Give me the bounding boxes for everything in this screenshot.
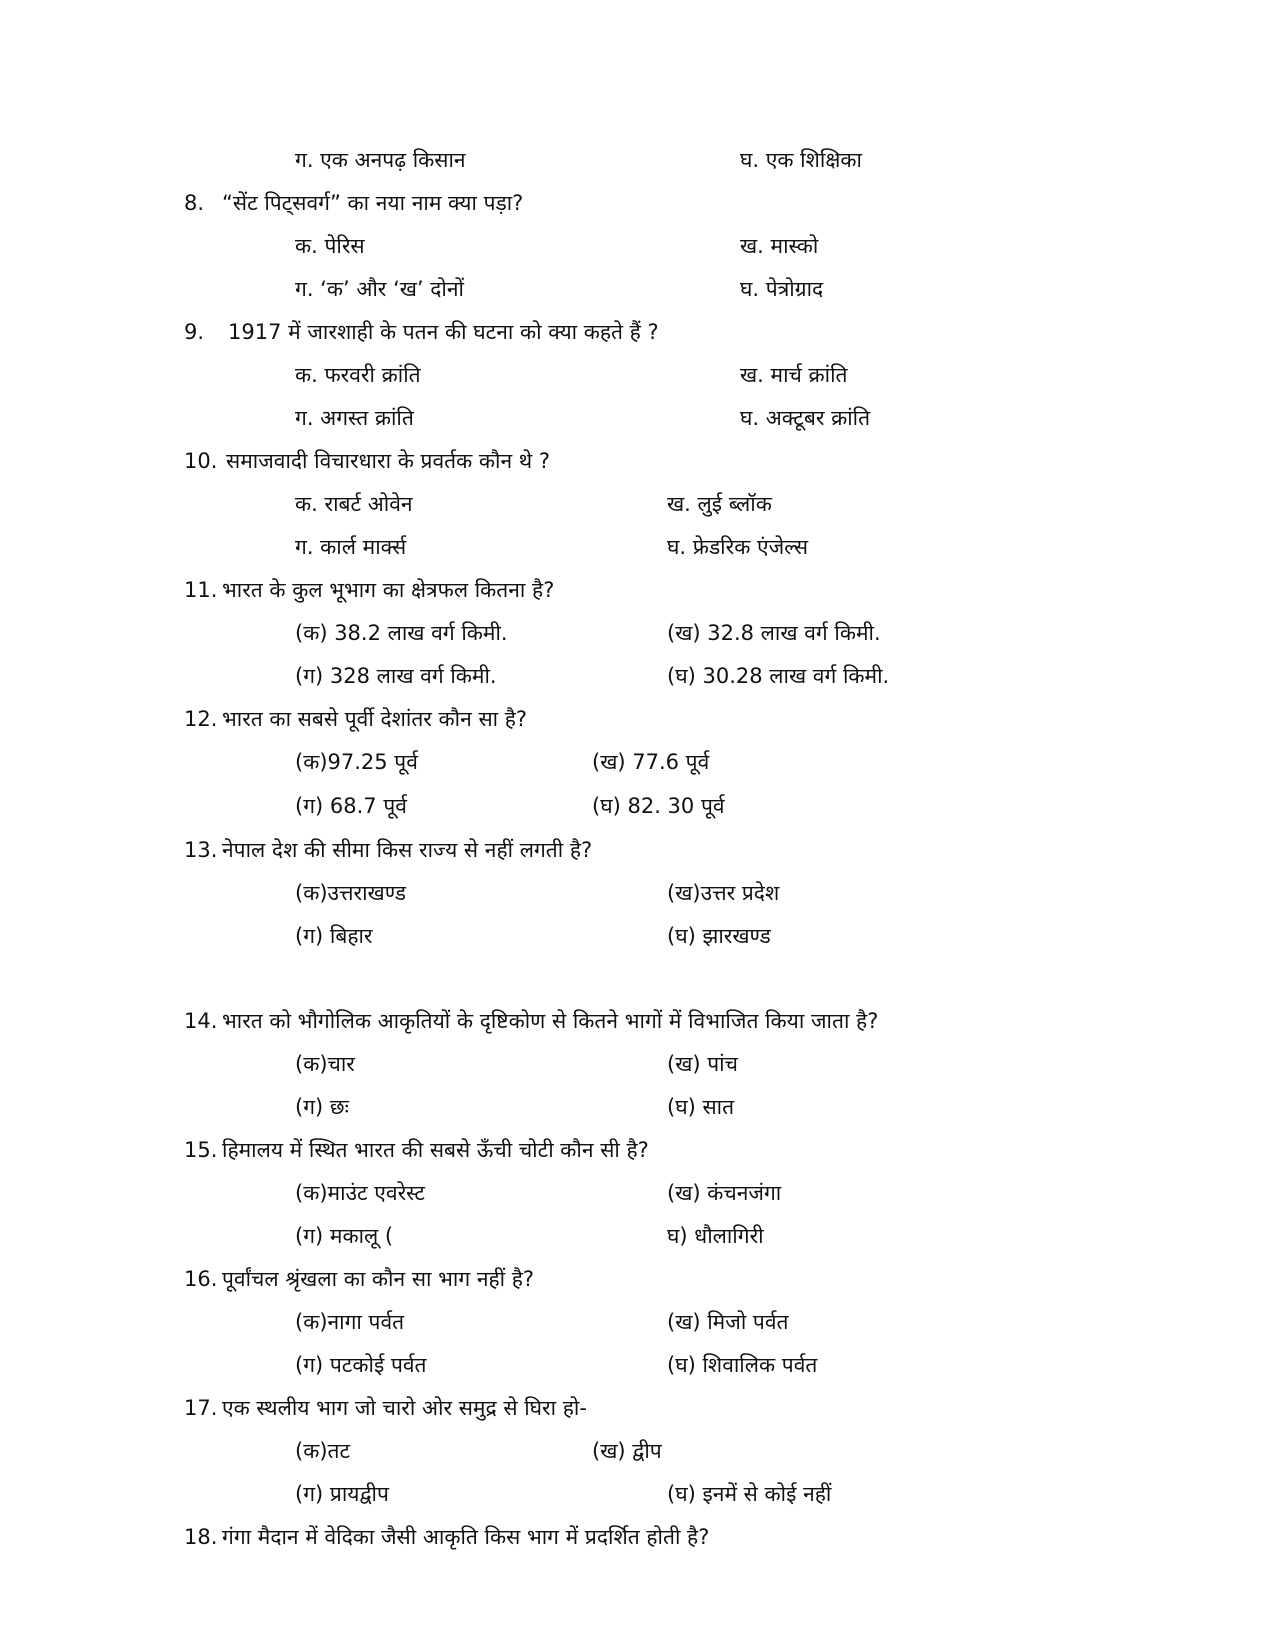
option-gha: (घ) झारखण्ड	[667, 924, 771, 948]
option-ga: (ग) पटकोई पर्वत	[295, 1353, 427, 1377]
question-number: 13.	[184, 838, 218, 862]
option-gha: घ. फ्रेडरिक एंजेल्स	[667, 535, 809, 559]
option-ga: (ग) बिहार	[295, 924, 373, 948]
option-gha: घ. पेत्रोग्राद	[740, 277, 824, 301]
option-kha: (ख) मिजो पर्वत	[667, 1310, 789, 1334]
option-ga: (ग) मकालू (	[295, 1224, 394, 1248]
question-number: 9.	[184, 320, 205, 344]
option-kha: (ख)उत्तर प्रदेश	[667, 881, 780, 905]
question-number: 14.	[184, 1009, 218, 1033]
question-text: भारत के कुल भूभाग का क्षेत्रफल कितना है?	[222, 578, 555, 602]
option-gha: (घ) शिवालिक पर्वत	[667, 1353, 818, 1377]
question-number: 15.	[184, 1138, 218, 1162]
question-text: समाजवादी विचारधारा के प्रवर्तक कौन थे ?	[226, 449, 551, 473]
option-kha: ख. मार्च क्रांति	[740, 363, 848, 387]
question-number: 16.	[184, 1267, 218, 1291]
question-text: हिमालय में स्थित भारत की सबसे ऊँची चोटी कौन सी है?	[222, 1138, 649, 1162]
option-ka: (क)तट	[295, 1439, 351, 1463]
option-kha: (ख) 32.8 लाख वर्ग किमी.	[667, 621, 881, 645]
option-ka: क. फरवरी क्रांति	[295, 363, 421, 387]
question-text: पूर्वांचल श्रृंखला का कौन सा भाग नहीं है?	[222, 1267, 535, 1291]
question-text: नेपाल देश की सीमा किस राज्य से नहीं लगती है?	[222, 838, 593, 862]
option-gha: (घ) 30.28 लाख वर्ग किमी.	[667, 664, 890, 688]
question-number: 18.	[184, 1525, 218, 1549]
option-kha: ख. लुई ब्लॉक	[667, 492, 772, 516]
question-text: भारत को भौगोलिक आकृतियों के दृष्टिकोण से कितने भागों में विभाजित किया जाता है?	[222, 1009, 879, 1033]
option-ka: (क)उत्तराखण्ड	[295, 881, 406, 905]
option-ga: (ग) प्रायद्वीप	[295, 1482, 389, 1506]
option-kha: (ख) द्वीप	[592, 1439, 662, 1463]
question-number: 12.	[184, 707, 218, 731]
question-text: “सेंट पिट्सवर्ग” का नया नाम क्या पड़ा?	[222, 191, 524, 215]
option-ka: (क) 38.2 लाख वर्ग किमी.	[295, 621, 508, 645]
question-text: एक स्थलीय भाग जो चारो ओर समुद्र से घिरा हो-	[222, 1396, 587, 1420]
option-ga: ग. अगस्त क्रांति	[295, 406, 414, 430]
option-ka: (क)नागा पर्वत	[295, 1310, 405, 1334]
option-ga: (ग) छः	[295, 1095, 349, 1119]
option-ka: (क)97.25 पूर्व	[295, 750, 418, 774]
option-gha: (घ) इनमें से कोई नहीं	[667, 1482, 832, 1506]
question-text: भारत का सबसे पूर्वी देशांतर कौन सा है?	[222, 707, 528, 731]
option-kha: (ख) पांच	[667, 1052, 738, 1076]
question-text: गंगा मैदान में वेदिका जैसी आकृति किस भाग में प्रदर्शित होती है?	[222, 1525, 710, 1549]
option-ga: ग. कार्ल मार्क्स	[295, 535, 407, 559]
option-ka: (क)माउंट एवरेस्ट	[295, 1181, 425, 1205]
option-ka: क. पेरिस	[295, 234, 365, 258]
option-gha: (घ) सात	[667, 1095, 735, 1119]
question-number: 10.	[184, 449, 218, 473]
question-number: 17.	[184, 1396, 218, 1420]
option-ga: ग. ‘क’ और ‘ख’ दोनों	[295, 277, 464, 301]
option-ka: क. राबर्ट ओवेन	[295, 492, 413, 516]
option-ga: (ग) 328 लाख वर्ग किमी.	[295, 664, 497, 688]
option-gha: घ. एक शिक्षिका	[740, 148, 862, 172]
option-kha: (ख) कंचनजंगा	[667, 1181, 782, 1205]
option-ga: (ग) 68.7 पूर्व	[295, 794, 407, 818]
question-number: 8.	[184, 191, 205, 215]
question-number: 11.	[184, 578, 218, 602]
option-kha: (ख) 77.6 पूर्व	[592, 750, 710, 774]
option-ga: ग. एक अनपढ़ किसान	[295, 148, 466, 172]
option-gha: घ. अक्टूबर क्रांति	[740, 406, 871, 430]
option-gha: घ) धौलागिरी	[667, 1224, 764, 1248]
option-kha: ख. मास्को	[740, 234, 819, 258]
option-ka: (क)चार	[295, 1052, 355, 1076]
option-gha: (घ) 82. 30 पूर्व	[592, 794, 725, 818]
question-text: 1917 में जारशाही के पतन की घटना को क्या कहते हैं ?	[228, 320, 659, 344]
